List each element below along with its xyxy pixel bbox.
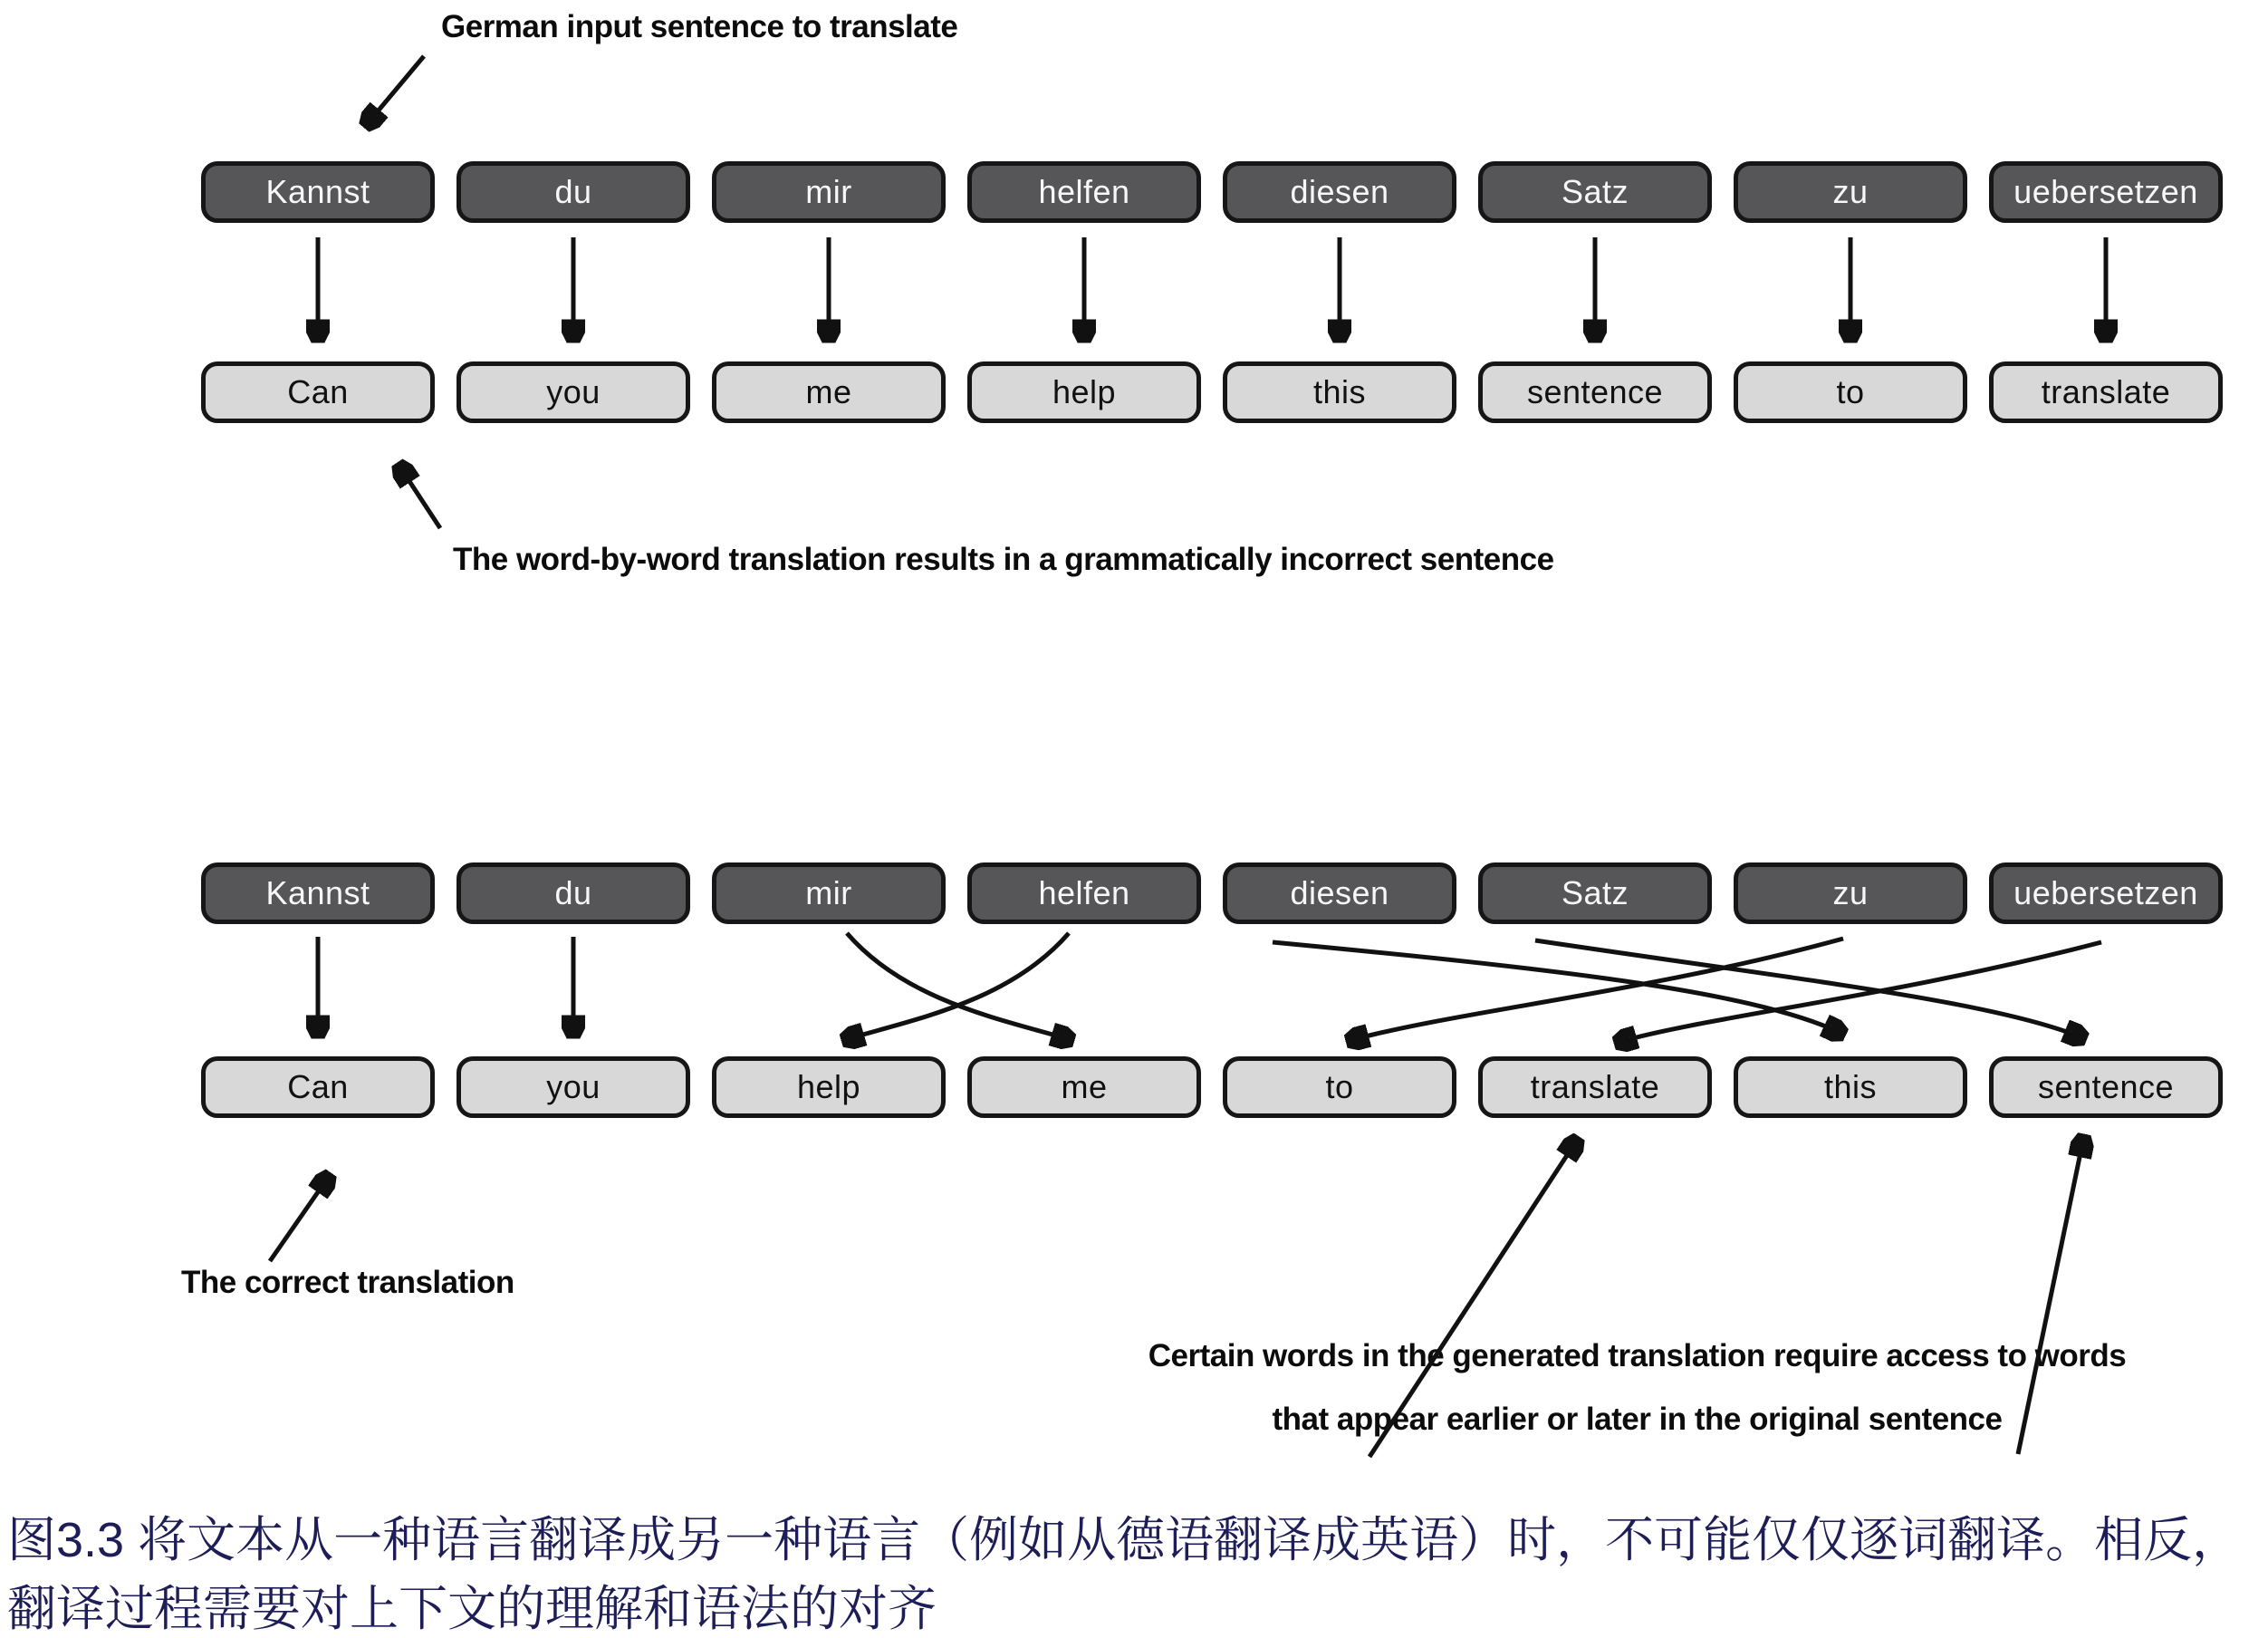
- word-box-german: Satz: [1478, 161, 1712, 223]
- word-box-english: to: [1734, 361, 1967, 423]
- word-box-english: this: [1223, 361, 1456, 423]
- bottom-english-row: [201, 1056, 2223, 1118]
- word-box-german: mir: [712, 161, 946, 223]
- correct-translation-pointer-arrow: [270, 1178, 328, 1261]
- bottom-german-row: [201, 862, 2223, 924]
- annotation-german-input: German input sentence to translate: [441, 9, 958, 44]
- word-box-english: you: [456, 361, 690, 423]
- word-box-german: du: [456, 862, 690, 924]
- word-box-english: me: [712, 361, 946, 423]
- figure-caption: 图3.3 将文本从一种语言翻译成另一种语言（例如从德语翻译成英语）时，不可能仅仅逐词翻译。相反，翻译过程需要对上下文的理解和语法的对齐: [7, 1513, 2242, 1636]
- word-box-english: help: [967, 361, 1201, 423]
- word-box-english: sentence: [1989, 1056, 2223, 1118]
- word-box-german: zu: [1734, 862, 1967, 924]
- word-box-english: you: [456, 1056, 690, 1118]
- annotation-attention-line1: Certain words in the generated translation require access to words: [1148, 1338, 2127, 1373]
- correct-arrow-satz-sentence: [1535, 940, 2081, 1037]
- word-box-german: diesen: [1223, 862, 1456, 924]
- word-box-english: to: [1223, 1056, 1456, 1118]
- word-box-german: Kannst: [201, 862, 435, 924]
- word-box-english: translate: [1478, 1056, 1712, 1118]
- top-english-row: [201, 361, 2223, 423]
- word-box-english: translate: [1989, 361, 2223, 423]
- word-box-german: helfen: [967, 862, 1201, 924]
- word-box-german: Kannst: [201, 161, 435, 223]
- word-box-english: sentence: [1478, 361, 1712, 423]
- correct-arrow-helfen-help: [847, 933, 1069, 1039]
- word-box-english: me: [967, 1056, 1201, 1118]
- word-box-german: mir: [712, 862, 946, 924]
- correct-arrow-mir-me: [847, 933, 1069, 1039]
- word-box-german: uebersetzen: [1989, 862, 2223, 924]
- word-by-word-pointer-arrow: [400, 467, 440, 528]
- word-box-english: this: [1734, 1056, 1967, 1118]
- word-box-english: Can: [201, 361, 435, 423]
- word-box-english: Can: [201, 1056, 435, 1118]
- word-box-german: zu: [1734, 161, 1967, 223]
- word-box-german: diesen: [1223, 161, 1456, 223]
- annotation-attention-line2: that appear earlier or later in the original sentence: [1272, 1402, 2003, 1437]
- correct-arrow-uebersetzen-translate: [1619, 942, 2101, 1042]
- annotation-correct-translation: The correct translation: [181, 1265, 514, 1300]
- correct-arrow-zu-to: [1351, 939, 1843, 1040]
- german-input-pointer-arrow: [368, 56, 424, 123]
- word-box-german: helfen: [967, 161, 1201, 223]
- word-box-german: Satz: [1478, 862, 1712, 924]
- word-box-english: help: [712, 1056, 946, 1118]
- annotation-word-by-word: The word-by-word translation results in a grammatically incorrect sentence: [453, 542, 1554, 577]
- correct-arrow-diesen-this: [1273, 942, 1840, 1033]
- word-box-german: du: [456, 161, 690, 223]
- top-german-row: [201, 161, 2223, 223]
- word-box-german: uebersetzen: [1989, 161, 2223, 223]
